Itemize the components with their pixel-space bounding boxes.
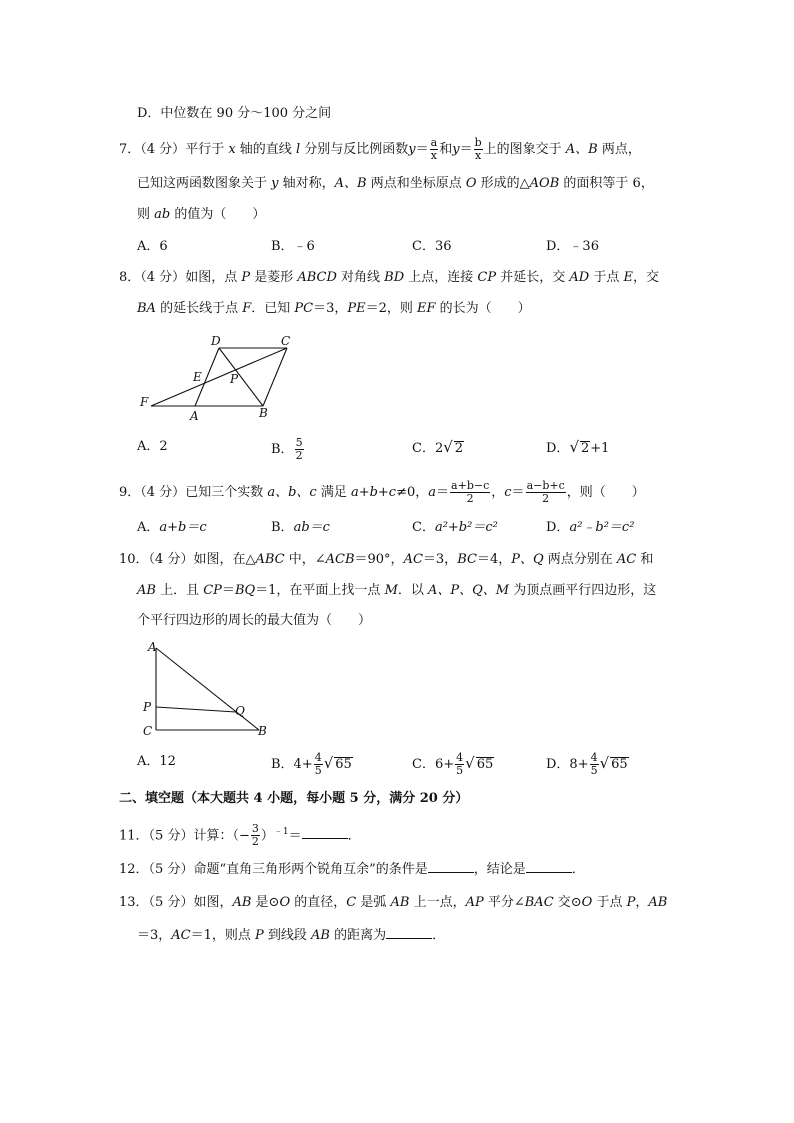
q7-line-3: 则 ab 的值为（ ）: [137, 207, 266, 222]
q12-condition-blank[interactable]: [428, 860, 474, 873]
q10-option-c: C．6+ $\frac{4}{5}$ √ 65: [412, 751, 494, 777]
q10-segment-pq: [156, 707, 236, 712]
q10-option-b-fraction: $\frac{4}{5}$: [314, 751, 322, 777]
q13-answer-blank[interactable]: [386, 926, 432, 939]
q8-label-b: B: [259, 406, 268, 420]
sqrt-icon: √: [599, 754, 610, 772]
sqrt-icon: √: [569, 438, 579, 456]
q8-option-c: C．2√ 2: [412, 438, 464, 456]
q8-line-2: BA 的延长线于点 F．已知 PC＝3，PE＝2，则 EF 的长为（ ）: [137, 301, 531, 316]
q8-label-p: P: [230, 372, 239, 386]
q10-option-b: B．4+ $\frac{4}{5}$ √ 65: [271, 751, 352, 777]
q7-fraction-b-over-x: $\frac{b}{x}$: [474, 136, 482, 162]
q7-option-b: B．﹣6: [271, 239, 315, 254]
q8-label-c: C: [281, 334, 291, 348]
q7-line-2: 已知这两函数图象关于 y 轴对称，A、B 两点和坐标原点 O 形成的△AOB 的面积等于 6，: [137, 176, 654, 191]
q10-line-3: 个平行四边形的周长的最大值为（ ）: [137, 613, 372, 628]
sqrt-icon: √: [465, 754, 475, 772]
sqrt-icon: √: [323, 754, 334, 772]
q12-conclusion-blank[interactable]: [526, 860, 572, 873]
section-2-heading: 二、填空题（本大题共 4 小题，每小题 5 分，满分 20 分）: [119, 791, 469, 806]
q10-label-q: Q: [235, 704, 245, 718]
q9-option-a: A．a+b＝c: [137, 520, 207, 535]
q10-option-d: D．8+ $\frac{4}{5}$ √ 65: [546, 751, 628, 777]
q10-option-c-fraction: $\frac{4}{5}$: [456, 751, 464, 777]
q6-option-d: D．中位数在 90 分～100 分之间: [137, 106, 332, 121]
q8-rhombus-figure: [135, 330, 305, 426]
q8-label-f: F: [140, 395, 149, 409]
q10-label-c: C: [143, 724, 153, 738]
q11-answer-blank[interactable]: [302, 826, 348, 839]
q10-label-a: A: [148, 640, 157, 654]
q8-segment-db: [219, 348, 263, 406]
q10-line-1: 10．（4 分）如图，在△ABC 中，∠ACB＝90°，AC＝3，BC＝4，P、Q 两点分别在 AC 和: [119, 552, 654, 567]
q11-fraction: $\frac{3}{2}$: [251, 822, 259, 849]
q10-triangle-figure: [138, 638, 278, 742]
q8-option-d: D．√ 2+1: [546, 438, 610, 456]
q8-option-b: B． $\frac{5}{2}$: [271, 436, 303, 462]
sqrt-icon: √: [443, 438, 453, 456]
q10-option-d-fraction: $\frac{4}{5}$: [590, 751, 598, 777]
q7-option-c: C．36: [412, 239, 452, 254]
q13-line-2: ＝3，AC＝1，则点 P 到线段 AB 的距离为 ．: [137, 928, 446, 943]
q11-line: 11．（5 分）计算：（− $\frac{3}{2}$ ）$^{﹣1}$＝ ．: [119, 822, 361, 849]
q10-option-a: A．12: [137, 754, 176, 769]
q8-line-1: 8．（4 分）如图，点 P 是菱形 ABCD 对角线 BD 上点，连接 CP 并延长，交 AD 于点 E，交: [119, 270, 659, 285]
q8-option-b-fraction: $\frac{5}{2}$: [295, 436, 303, 462]
q10-label-b: B: [258, 724, 267, 738]
q9-option-b: B．ab＝c: [271, 520, 330, 535]
q7-line-1: 7．（4 分）平行于 x 轴的直线 l 分别与反比例函数y＝ $\frac{a}{x}$ 和y＝ $\frac{b}{x}$ 上的图象交于 A、B 两点，: [119, 136, 641, 162]
q8-label-d: D: [211, 334, 221, 348]
q9-line-1: 9．（4 分）已知三个实数 a、b、c 满足 a+b+c≠0，a＝ $\frac{a+b-c}{2}$ ，c＝ $\frac{a-b+c}{2}$ ，则（ ）: [119, 479, 645, 505]
q12-line: 12．（5 分）命题“直角三角形两个锐角互余”的条件是 ，结论是 ．: [119, 862, 585, 877]
q8-option-a: A．2: [137, 439, 168, 454]
q8-label-a: A: [190, 409, 199, 423]
q9-fraction-a: $\frac{a+b-c}{2}$: [451, 479, 490, 505]
q7-fraction-a-over-x: $\frac{a}{x}$: [430, 136, 438, 162]
q10-line-2: AB 上．且 CP＝BQ＝1，在平面上找一点 M．以 A、P、Q、M 为顶点画平行四边形，这: [137, 583, 657, 598]
q7-option-d: D．﹣36: [546, 239, 599, 254]
q9-option-d: D．a²﹣b²＝c²: [546, 520, 635, 535]
q8-label-e: E: [193, 370, 202, 384]
q9-fraction-c: $\frac{a-b+c}{2}$: [526, 479, 565, 505]
q13-line-1: 13．（5 分）如图，AB 是⊙O 的直径，C 是弧 AB 上一点，AP 平分∠BAC 交⊙O 于点 P，AB: [119, 895, 668, 910]
q7-option-a: A．6: [137, 239, 168, 254]
q9-option-c: C．a²+b²＝c²: [412, 520, 498, 535]
q10-label-p: P: [143, 700, 152, 714]
